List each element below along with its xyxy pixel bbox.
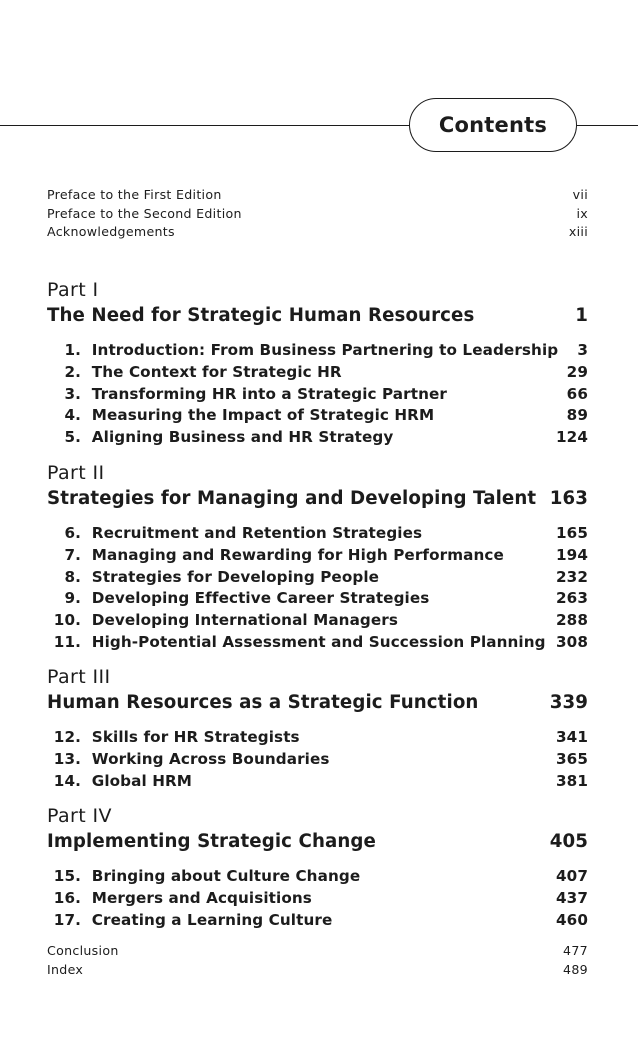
chapter-number: 4. <box>64 406 81 425</box>
chapter-title: Developing Effective Career Strategies <box>91 589 430 608</box>
chapter-title: Bringing about Culture Change <box>91 867 361 885</box>
chapter-number: 7. <box>64 545 81 564</box>
chapter-title: Recruitment and Retention Strategies <box>91 524 423 542</box>
part-page: 405 <box>549 831 588 852</box>
entry-page: 477 <box>563 943 588 958</box>
chapter-title: Measuring the Impact of Strategic HRM <box>91 406 435 425</box>
chapter-row <box>47 384 588 406</box>
chapter-row <box>47 523 588 545</box>
entry-page: xiii <box>568 224 588 239</box>
chapter-row <box>47 362 588 384</box>
chapter-title: Introduction: From Business Partnering to Leadership <box>91 341 559 359</box>
chapter-title: Mergers and Acquisitions <box>91 888 312 907</box>
chapter-number: 3. <box>64 384 81 403</box>
chapter-number: 13. <box>53 749 81 768</box>
part-page: 163 <box>549 488 588 509</box>
chapter-title: Strategies for Developing People <box>91 567 380 586</box>
chapter-page: 66 <box>566 384 588 403</box>
chapter-row <box>47 727 588 749</box>
chapter-row <box>47 545 588 567</box>
chapter-number: 9. <box>64 589 81 608</box>
chapter-number: 12. <box>53 728 81 746</box>
chapter-row <box>47 427 588 449</box>
entry-title: Conclusion <box>47 943 119 958</box>
chapter-row <box>47 610 588 632</box>
chapter-title: Transforming HR into a Strategic Partner <box>91 384 448 403</box>
part-title-row <box>47 302 588 329</box>
chapter-page: 165 <box>555 524 588 542</box>
part-section <box>47 278 588 449</box>
chapter-page: 407 <box>555 867 588 885</box>
chapter-row <box>47 749 588 771</box>
chapter-number: 2. <box>64 362 81 381</box>
chapter-title: Global HRM <box>91 771 193 790</box>
chapter-number: 10. <box>53 611 81 630</box>
chapter-number: 1. <box>64 341 81 359</box>
part-title: The Need for Strategic Human Resources <box>47 305 475 326</box>
chapter-number: 14. <box>53 771 81 790</box>
chapter-title: Skills for HR Strategists <box>91 728 300 746</box>
chapter-number: 8. <box>64 567 81 586</box>
chapter-row <box>47 588 588 610</box>
chapter-number: 11. <box>53 632 81 651</box>
chapter-page: 365 <box>555 749 588 768</box>
chapter-title: The Context for Strategic HR <box>91 362 342 381</box>
entry-title: Preface to the First Edition <box>47 187 222 202</box>
toc-entry <box>47 186 588 205</box>
chapter-number: 16. <box>53 888 81 907</box>
chapter-page: 341 <box>555 728 588 746</box>
entry-page: vii <box>572 187 588 202</box>
part-section <box>47 804 588 931</box>
part-page: 339 <box>549 692 588 713</box>
chapter-list <box>47 340 588 449</box>
chapter-number: 17. <box>53 910 81 929</box>
back-matter <box>47 942 588 979</box>
part-title-row <box>47 828 588 855</box>
entry-title: Acknowledgements <box>47 224 175 239</box>
part-label: Part I <box>47 279 99 301</box>
toc-entry <box>47 205 588 224</box>
part-label: Part IV <box>47 805 112 827</box>
chapter-page: 3 <box>577 341 588 359</box>
chapter-row <box>47 866 588 888</box>
chapter-list <box>47 866 588 931</box>
chapter-list <box>47 523 588 654</box>
chapter-row <box>47 771 588 793</box>
part-label: Part II <box>47 462 105 484</box>
chapter-title: Developing International Managers <box>91 611 399 630</box>
chapter-page: 437 <box>555 888 588 907</box>
chapter-number: 6. <box>64 524 81 542</box>
chapter-number: 15. <box>53 867 81 885</box>
part-page: 1 <box>575 305 588 326</box>
chapter-page: 460 <box>555 910 588 929</box>
chapter-page: 124 <box>555 428 588 447</box>
chapter-row <box>47 888 588 910</box>
toc-entry <box>47 942 588 961</box>
entry-title: Preface to the Second Edition <box>47 205 242 221</box>
part-title: Implementing Strategic Change <box>47 831 376 852</box>
part-title-row <box>47 485 588 512</box>
chapter-page: 29 <box>566 362 588 381</box>
page-title: Contents <box>438 113 548 137</box>
toc-entry <box>47 961 588 980</box>
contents-title-box <box>409 98 577 152</box>
part-label: Part III <box>47 666 111 688</box>
chapter-title: Working Across Boundaries <box>91 749 330 768</box>
chapter-page: 381 <box>555 771 588 790</box>
toc-entry <box>47 223 588 242</box>
part-title-row <box>47 689 588 716</box>
entry-page: ix <box>576 205 588 221</box>
chapter-title: Managing and Rewarding for High Performance <box>91 545 504 564</box>
part-title: Strategies for Managing and Developing Talent <box>47 488 537 509</box>
chapter-title: Aligning Business and HR Strategy <box>91 428 394 447</box>
front-matter <box>47 186 588 242</box>
entry-page: 489 <box>563 961 588 977</box>
chapter-title: High-Potential Assessment and Succession Planning <box>91 632 546 651</box>
chapter-row <box>47 910 588 932</box>
part-title: Human Resources as a Strategic Function <box>47 692 479 713</box>
chapter-row <box>47 567 588 589</box>
chapter-title: Creating a Learning Culture <box>91 910 333 929</box>
chapter-page: 288 <box>555 611 588 630</box>
chapter-page: 194 <box>555 545 588 564</box>
chapter-row <box>47 632 588 654</box>
chapter-page: 263 <box>555 589 588 608</box>
chapter-row <box>47 405 588 427</box>
chapter-page: 89 <box>566 406 588 425</box>
part-section <box>47 665 588 792</box>
chapter-list <box>47 727 588 792</box>
chapter-row <box>47 340 588 362</box>
chapter-number: 5. <box>64 428 81 447</box>
chapter-page: 232 <box>555 567 588 586</box>
part-section <box>47 461 588 654</box>
chapter-page: 308 <box>555 632 588 651</box>
entry-title: Index <box>47 961 84 977</box>
